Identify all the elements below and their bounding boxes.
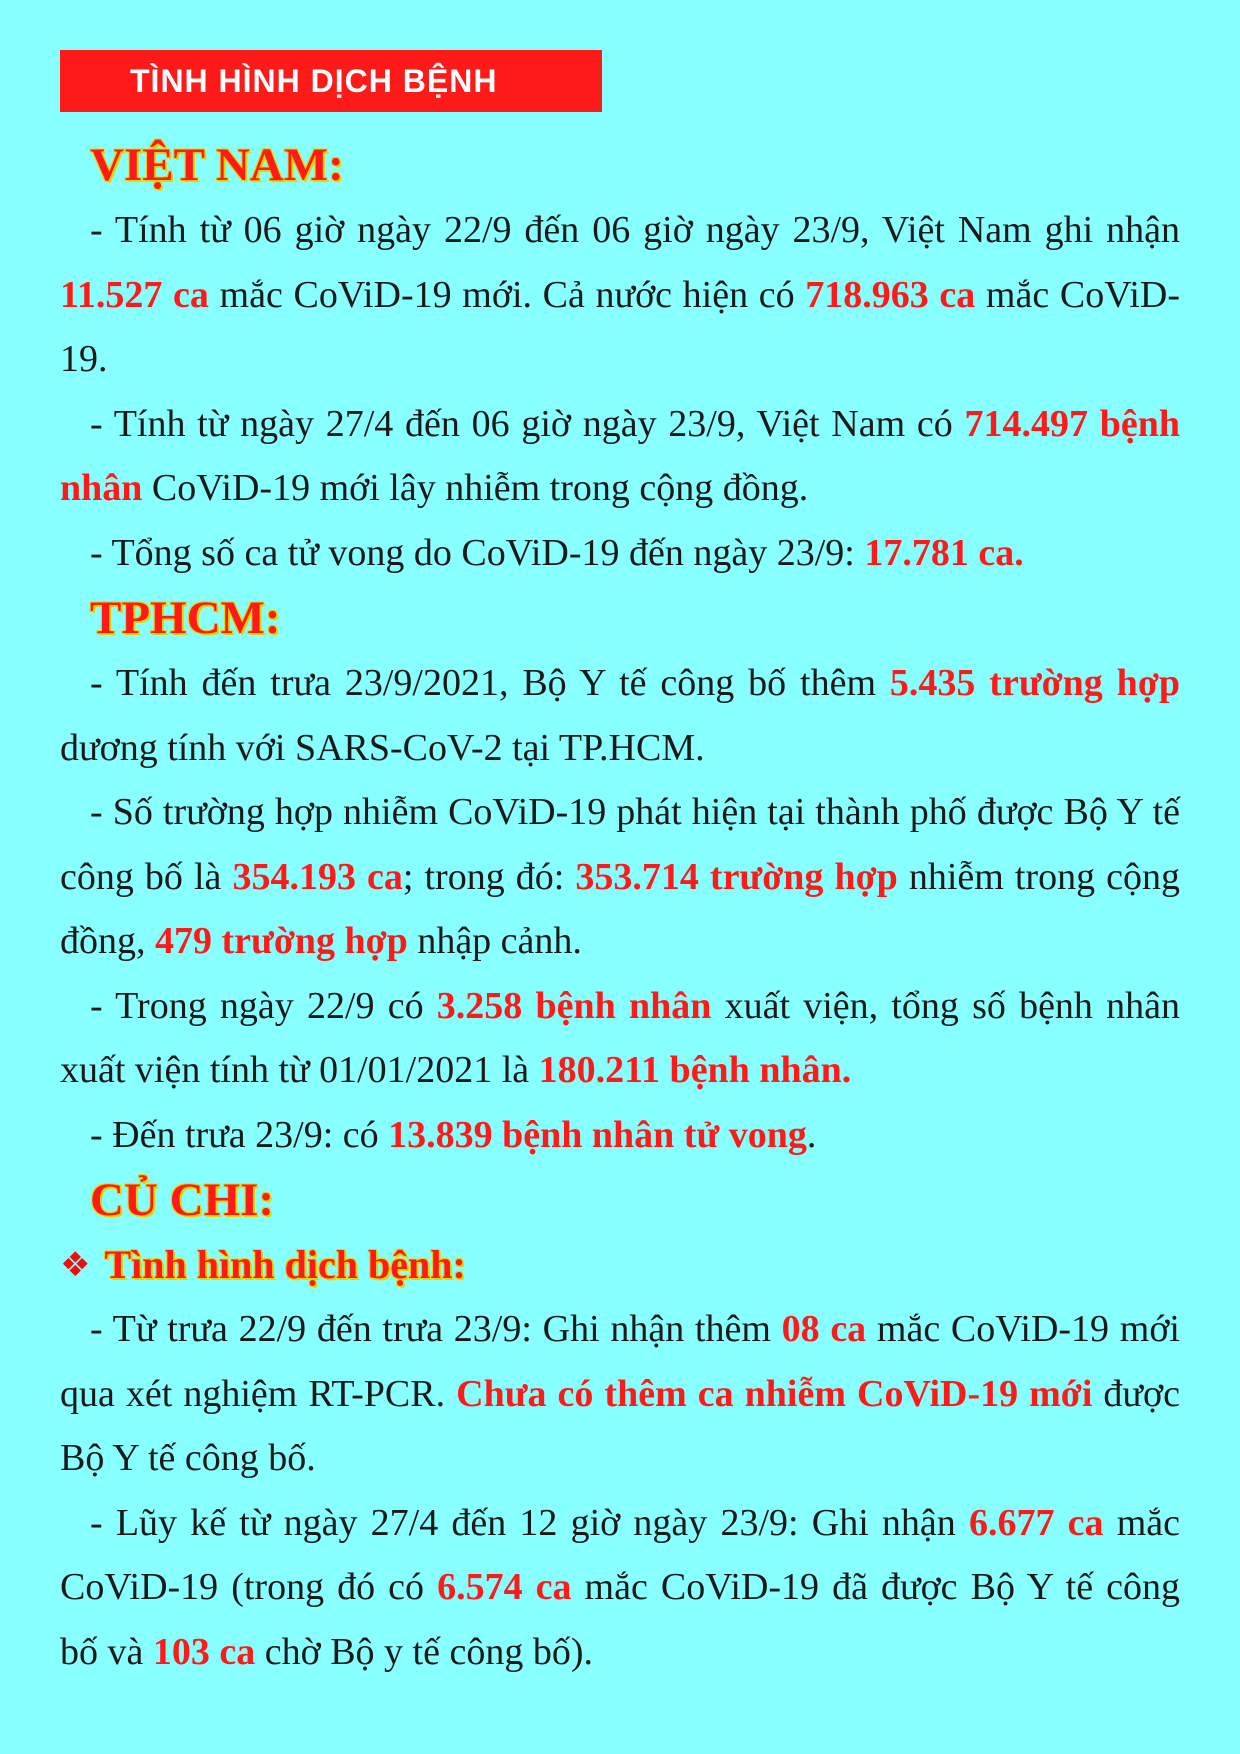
section-heading-vietnam: VIỆT NAM: xyxy=(90,139,344,191)
tphcm-new-cases-paragraph xyxy=(60,651,1180,780)
tphcm-community-cases-count: 353.714 trường hợp xyxy=(575,855,898,898)
text-segment: - Từ trưa 22/9 đến trưa 23/9: Ghi nhận thêm xyxy=(90,1308,782,1350)
cuchi-subheading-text: Tình hình dịch bệnh: xyxy=(104,1242,466,1287)
tphcm-deaths-paragraph xyxy=(60,1103,1180,1168)
text-segment: - Lũy kế từ ngày 27/4 đến 12 giờ ngày 23/9: Ghi nhận xyxy=(90,1501,969,1544)
section-heading-cuchi: CỦ CHI: xyxy=(90,1174,275,1226)
tphcm-new-cases-count: 5.435 trường hợp xyxy=(889,662,1180,704)
text-segment: - Tính đến trưa 23/9/2021, Bộ Y tế công bố thêm xyxy=(90,662,890,704)
tphcm-imported-cases-count: 479 trường hợp xyxy=(155,920,408,962)
text-segment: mắc CoViD-19. xyxy=(60,273,1181,380)
deaths-count: 17.781 ca. xyxy=(864,531,1024,574)
text-segment: mắc CoViD-19 đã được Bộ Y tế công bố và xyxy=(60,1566,1180,1673)
tphcm-total-cases-count: 354.193 ca xyxy=(232,855,403,898)
text-segment: - Tính từ ngày 27/4 đến 06 giờ ngày 23/9, Việt Nam có xyxy=(90,402,965,445)
vietnam-community-cases-paragraph xyxy=(60,392,1180,521)
cuchi-cumulative-count: 6.677 ca xyxy=(968,1501,1104,1544)
text-segment: - Đến trưa 23/9: có xyxy=(90,1113,389,1156)
tphcm-total-cases-paragraph xyxy=(60,780,1180,974)
text-segment: ; trong đó: xyxy=(402,855,576,898)
text-segment: mắc CoViD-19 mới. Cả nước hiện có xyxy=(208,273,806,316)
cuchi-announced-count: 6.574 ca xyxy=(437,1566,572,1608)
text-segment: nhiễm trong cộng đồng, xyxy=(60,855,1180,962)
section-heading-tphcm: TPHCM: xyxy=(90,592,281,644)
text-segment: được Bộ Y tế công bố. xyxy=(60,1372,1180,1479)
tphcm-discharged-today-count: 3.258 bệnh nhân xyxy=(436,984,712,1027)
bulletin-content xyxy=(60,132,1180,1684)
text-segment: - Số trường hợp nhiễm CoViD-19 phát hiện tại thành phố được Bộ Y tế công bố là xyxy=(60,791,1180,898)
community-patients-count: 714.497 bệnh nhân xyxy=(60,402,1180,509)
page-banner: TÌNH HÌNH DỊCH BỆNH xyxy=(60,50,602,112)
vietnam-new-cases-paragraph xyxy=(60,198,1180,392)
text-segment: - Tính từ 06 giờ ngày 22/9 đến 06 giờ ngày 23/9, Việt Nam ghi nhận xyxy=(90,209,1180,251)
text-segment: . xyxy=(806,1113,817,1156)
cuchi-new-cases-count: 08 ca xyxy=(781,1308,867,1350)
text-segment: xuất viện, tổng số bệnh nhân xuất viện tính từ 01/01/2021 là xyxy=(60,984,1180,1091)
text-segment: - Trong ngày 22/9 có xyxy=(90,984,437,1027)
vietnam-deaths-paragraph xyxy=(60,521,1180,586)
text-segment: mắc CoViD-19 (trong đó có xyxy=(60,1501,1180,1608)
text-segment: dương tính với SARS-CoV-2 tại TP.HCM. xyxy=(60,726,705,769)
total-cases-count: 718.963 ca xyxy=(805,273,976,316)
cuchi-subheading xyxy=(60,1233,1180,1297)
text-segment: chờ Bộ y tế công bố). xyxy=(255,1630,594,1673)
tphcm-deaths-count: 13.839 bệnh nhân tử vong xyxy=(388,1113,807,1156)
text-segment: mắc CoViD-19 mới qua xét nghiệm RT-PCR. xyxy=(60,1308,1180,1415)
tphcm-discharged-paragraph xyxy=(60,974,1180,1103)
cuchi-cumulative-paragraph xyxy=(60,1491,1180,1685)
cuchi-no-new-announced: Chưa có thêm ca nhiễm CoViD-19 mới xyxy=(456,1372,1093,1415)
text-segment: nhập cảnh. xyxy=(407,920,582,962)
tphcm-discharged-total-count: 180.211 bệnh nhân. xyxy=(538,1049,852,1091)
text-segment: - Tổng số ca tử vong do CoViD-19 đến ngày 23/9: xyxy=(90,531,865,574)
new-cases-count: 11.527 ca xyxy=(60,273,209,316)
text-segment: CoViD-19 mới lây nhiễm trong cộng đồng. xyxy=(142,467,809,509)
diamond-bullet-icon: ❖ xyxy=(60,1245,91,1285)
cuchi-pending-count: 103 ca xyxy=(152,1630,256,1673)
cuchi-new-cases-paragraph xyxy=(60,1297,1180,1491)
